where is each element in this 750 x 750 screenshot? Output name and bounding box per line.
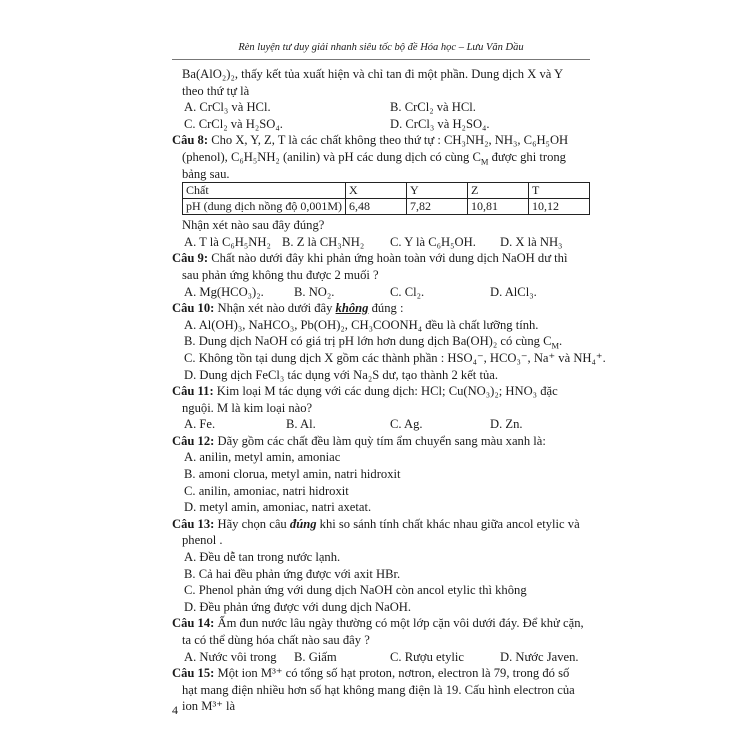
table-cell: pH (dung dịch nồng độ 0,001M) — [183, 199, 346, 215]
prev-options-row — [172, 116, 590, 133]
options-row — [172, 234, 590, 251]
question-10: Câu 10: Nhận xét nào dưới đây không đúng : — [172, 301, 404, 316]
table-row — [183, 199, 590, 215]
option-d: D. X là NH₃ — [500, 234, 563, 249]
question-stem: Dãy gồm các chất đều làm quỳ tím ẩm chuyển sang màu xanh là: — [214, 433, 546, 448]
question-stem: Ấm đun nước lâu ngày thường có một lớp cặn vôi dưới đáy. Để khử cặn, — [214, 616, 584, 631]
option-d: D. metyl amin, amoniac, natri axetat. — [184, 500, 372, 515]
question-ask: Nhận xét nào sau đây đúng? — [182, 218, 325, 233]
option-a: A. anilin, metyl amin, amoniac — [184, 450, 341, 465]
option-c: C. Rượu etylic — [390, 649, 465, 664]
option-a: A. Nước vôi trong — [184, 649, 277, 664]
table-cell: Y — [407, 183, 468, 199]
table-cell: 7,82 — [407, 199, 468, 215]
option-a: A. T là C₆H₅NH₂ — [184, 234, 271, 249]
question-stem: bảng sau. — [182, 166, 230, 181]
question-label: Câu 14: — [172, 616, 215, 631]
question-13: Câu 13: Hãy chọn câu đúng khi so sánh tính chất khác nhau giữa ancol etylic và — [172, 516, 580, 531]
question-label: Câu 12: — [172, 433, 215, 448]
question-stem: Kim loại M tác dụng với các dung dịch: HCl; Cu(NO₃)₂; HNO₃ đặc — [213, 384, 558, 399]
running-header: Rèn luyện tư duy giải nhanh siêu tốc bộ đề Hóa học – Lưu Văn Dầu — [172, 40, 590, 60]
question-label: Câu 10: — [172, 301, 215, 316]
page-content — [172, 66, 606, 715]
option-d: D. Dung dịch FeCl₃ tác dụng với Na₂S dư, tạo thành 2 kết tủa. — [184, 367, 498, 382]
option-d: D. Nước Javen. — [500, 649, 579, 664]
question-15 — [172, 665, 590, 682]
question-stem: hạt mang điện nhiều hơn số hạt không mang điện là 19. Cấu hình electron của — [182, 682, 575, 697]
option-a: A. CrCl₃ và HCl. — [184, 100, 271, 115]
prev-options-row — [172, 99, 590, 116]
option-b: B. amoni clorua, metyl amin, natri hidroxit — [184, 467, 401, 482]
question-stem: sau phản ứng không thu được 2 muối ? — [182, 267, 379, 282]
ph-table — [182, 182, 590, 215]
question-label: Câu 15: — [172, 666, 215, 681]
option-c: C. Cl₂. — [390, 284, 425, 299]
option-d: D. Zn. — [490, 417, 523, 432]
table-cell: 6,48 — [346, 199, 407, 215]
question-stem: ion M³⁺ là — [182, 699, 236, 714]
question-label: Câu 9: — [172, 251, 209, 266]
option-c: C. Ag. — [390, 417, 423, 432]
prev-question-stem: theo thứ tự là — [182, 83, 250, 98]
options-row — [172, 284, 590, 301]
option-d: D. AlCl₃. — [490, 284, 537, 299]
options-row — [172, 416, 590, 433]
question-stem: (phenol), C₆H₅NH₂ (anilin) và pH các dung dịch có cùng $C_M$ được ghi trong — [182, 149, 566, 167]
option-a: A. Mg(HCO₃)₂. — [184, 284, 264, 299]
book-page — [172, 40, 606, 720]
question-stem: ta có thể dùng hóa chất nào sau đây ? — [182, 633, 370, 647]
question-stem: Một ion M³⁺ có tổng số hạt proton, nơtron, electron là 79, trong đó số — [214, 666, 570, 681]
question-11 — [172, 383, 590, 400]
table-cell: 10,81 — [468, 199, 529, 215]
table-cell: Chất — [183, 183, 346, 199]
option-c: C. Y là C₆H₅OH. — [390, 234, 476, 249]
option-b: B. Giấm — [294, 649, 337, 664]
option-b: B. CrCl₂ và HCl. — [390, 100, 476, 115]
option-a: A. Al(OH)₃, NaHCO₃, Pb(OH)₂, CH₃COONH₄ đều là chất lưỡng tính. — [184, 317, 539, 332]
option-a: A. Fe. — [184, 417, 216, 432]
emphasis-word: đúng — [289, 516, 317, 531]
question-stem: Cho X, Y, Z, T là các chất không theo thứ tự : CH₃NH₂, NH₃, C₆H₅OH — [208, 133, 569, 148]
question-stem: nguội. M là kim loại nào? — [182, 400, 313, 415]
option-c: C. Phenol phản ứng với dung dịch NaOH còn ancol etylic thì không — [184, 583, 527, 598]
option-d: D. Đều phản ứng được với dung dịch NaOH. — [184, 599, 412, 614]
question-14 — [172, 615, 590, 632]
question-label: Câu 11: — [172, 384, 214, 399]
prev-question-stem: Ba(AlO₂)₂, thấy kết tủa xuất hiện và chỉ tan đi một phần. Dung dịch X và Y — [182, 67, 564, 81]
question-12 — [172, 433, 590, 450]
options-row — [172, 649, 590, 666]
option-b: B. NO₂. — [294, 284, 335, 299]
question-8 — [172, 132, 590, 149]
table-cell: T — [529, 183, 590, 199]
option-c: C. anilin, amoniac, natri hidroxit — [184, 483, 349, 498]
table-cell: Z — [468, 183, 529, 199]
page-number: 4 — [172, 703, 178, 717]
option-b: B. Cả hai đều phản ứng được với axit HBr. — [184, 566, 401, 581]
option-a: A. Đều dễ tan trong nước lạnh. — [184, 550, 341, 565]
question-stem: phenol . — [182, 533, 223, 548]
table-cell: X — [346, 183, 407, 199]
option-b: B. Dung dịch NaOH có giá trị pH lớn hơn dung dịch Ba(OH)₂ có cùng $C_M$. — [184, 334, 563, 351]
option-b: B. Al. — [286, 417, 316, 432]
question-stem: Chất nào dưới đây khi phản ứng hoàn toàn với dung dịch NaOH dư thì — [208, 251, 568, 266]
table-cell: 10,12 — [529, 199, 590, 215]
emphasis-word: không — [335, 301, 369, 316]
question-label: Câu 8: — [172, 133, 209, 148]
table-header-row — [183, 183, 590, 199]
option-d: D. CrCl₃ và H₂SO₄. — [390, 116, 490, 131]
question-label: Câu 13: — [172, 516, 215, 531]
option-c: C. CrCl₂ và H₂SO₄. — [184, 116, 283, 131]
option-c: C. Không tồn tại dung dịch X gồm các thành phần : HSO₄⁻, HCO₃⁻, Na⁺ và NH₄⁺. — [184, 350, 606, 365]
option-b: B. Z là CH₃NH₂ — [282, 234, 365, 249]
question-9 — [172, 250, 590, 267]
